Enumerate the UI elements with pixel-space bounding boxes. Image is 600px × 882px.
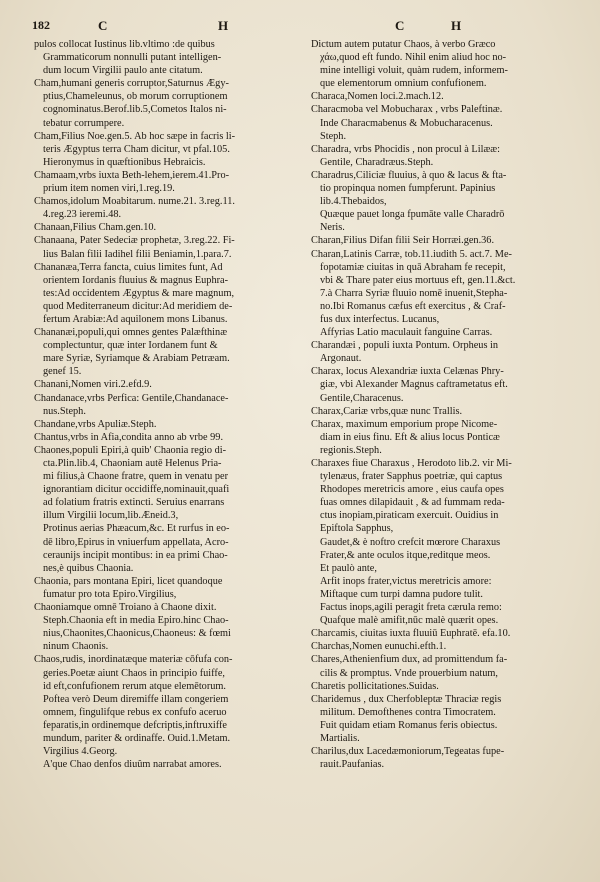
left-text-line: Cham,humani generis corruptor,Saturnus Ægy- [34,78,229,90]
left-text-line: Virgilius 4.Georg. [43,746,118,758]
right-text-line: no.Ibi Romanus cæfus eft exercitus , & Craf- [320,300,506,312]
left-text-line: Chananæa,Terra fancta, cuius limites funt, Ad [34,261,223,273]
left-text-line: geries.Poetæ aiunt Chaos in principio fuiffe, [43,667,225,679]
left-text-line: omnem, fingulifque rebus ex confufo aceruo [43,706,227,718]
right-text-line: Neris. [320,222,345,234]
left-text-line: Poftea verò Deum diremiffe illam congeriem [43,693,229,705]
right-text-line: 7.à Charra Syriæ fluuio nomē inuenit,Stepha- [320,287,508,299]
right-text-line: Argonaut. [320,353,362,365]
right-text-line: Charadra, vrbs Phocidis , non procul à Lilææ: [311,143,501,155]
right-text-line: giæ, vbi Alexander Magnus caftrametatus eft. [320,379,508,391]
right-text-line: Charidemus , dux Cherfobleptæ Thraciæ regis [311,693,502,705]
left-text-line: Chamos,idolum Moabitarum. nume.21. 3.reg.11. [34,196,235,208]
left-text-line: Chantus,vrbs in Afia,condita anno ab vrbe 99. [34,431,224,443]
right-text-line: Miftaque cum turpi damna pudore tulit. [320,588,483,600]
running-header [0,14,600,36]
left-text-line: mi filius,à Chaone fratre, quem in venatu per [43,471,228,483]
left-text-line: ninum Chaonis. [43,641,109,653]
left-text-line: Chaoniamque omnē Troiano à Chaone dixit. [34,602,217,614]
right-text-line: que elementorum omnium confufionem. [320,78,487,90]
right-text-column [311,38,577,771]
right-text-line: Rhodopes meretricis amore , eius caufa opes [320,484,504,496]
left-text-line: mundum, pariter & ordinaffe. Ouid.1.Metam. [43,732,231,744]
left-text-line: mare Syriæ, Syriamque & Arabiam Petræam. [43,353,230,365]
left-text-line: Protinus aerias Phæacum,&c. Et rurfus in eo- [43,523,230,535]
right-text-line: militum. Demofthenes contra Timocratem. [320,706,496,718]
left-text-line: quod Mediterraneum dicitur:Ad meridiem de- [43,300,233,312]
right-text-line: Charetis pollicitationes.Suidas. [311,680,439,692]
left-text-line: ptius,Chameleunus, ob morum corruptionem [43,91,228,103]
right-text-line: Charax, maximum emporium prope Nicome- [311,418,498,430]
left-text-line: ignorantiam dicitur occidiffe,nominauit,quafi [43,484,230,496]
left-text-line: 4.reg.23 ieremi.48. [43,209,122,221]
left-text-line: cta.Plin.lib.4, Chaoniam autē Helenus Pria- [43,458,222,469]
right-text-line: Charan,Filius Difan filii Seir Horræi.gen.36. [311,235,495,247]
right-text-line: Charandæi , populi iuxta Pontum. Orpheus in [311,340,499,352]
right-text-line: mine intelligi voluit, quàm rudem, informem- [320,65,508,77]
left-text-line: tebatur corrumpere. [43,117,125,129]
right-text-line: Charaxes fiue Charaxus , Herodoto lib.2. vir Mi- [311,458,512,469]
left-text-column [34,38,300,771]
right-text-line: fuas omnes dilapidauit , & ad fummam reda- [320,497,505,509]
right-text-line: rauit.Paufanias. [320,759,385,771]
left-text-line: feparatis,in ordinemque defcriptis,inftruxiffe [43,719,227,731]
left-text-line: Chaones,populi Epiri,à quib' Chaonia regio di- [34,444,227,456]
header-letter-h-left: H [218,18,229,33]
left-text-line: cognominatus.Berof.lib.5,Cometos Italos ni- [43,104,227,116]
left-text-line: ad folatium fratris extincti. Seruius enarrans [43,497,225,509]
left-text-line: Grammaticorum nonnulli putant intelligen- [43,52,222,64]
right-text-line: Chares,Athenienfium dux, ad promittendum fa- [311,654,508,666]
left-text-line: pulos collocat Iustinus lib.vltimo :de quibus [34,39,215,50]
left-text-line: Chamaam,vrbs iuxta Beth-lehem,ierem.41.Pro- [34,169,230,181]
right-text-line: Fuit quidam etiam Romanus feris obiectus. [320,719,498,731]
left-text-line: dē libro,Epirus in vniuerfum appellata, Acro- [43,536,229,548]
left-text-line: fumatur pro tota Epiro.Virgilius, [43,588,177,600]
right-text-line: Charan,Latinis Carræ, tob.11.iudith 5. act.7. Me- [311,248,512,260]
left-text-line: lius Balan filii Iadihel filii Beniamin,1.para.7. [43,248,232,260]
left-text-line: nius,Chaonites,Chaonicus,Chaoneus: & fœmi [43,628,231,640]
left-text-line: Chaos,rudis, inordinatæque materiæ cōfufa con- [34,654,233,666]
left-text-line: Chanani,Nomen viri.2.efd.9. [34,379,152,391]
left-text-line: Hieronymus in quæftionibus Hebraicis. [43,156,206,168]
right-text-line: χάω,quod eft fundo. Nihil enim aliud hoc no- [320,52,507,64]
right-text-line: Charchas,Nomen eunuchi.efth.1. [311,641,447,653]
left-text-line: orientem Iordanis fluuius & magnus Euphra- [43,274,229,286]
left-text-line: ceraunijs incipit montibus: in ea primi Chao- [43,549,228,561]
right-text-line: Frater,& ante oculos itque,reditque meos. [320,549,491,561]
right-text-line: Characmoba vel Mobucharax , vrbs Paleftinæ. [311,104,503,116]
right-text-line: Charilus,dux Lacedæmoniorum,Tegeatas fupe- [311,746,505,758]
left-text-line: Chanaan,Filius Cham.gen.10. [34,222,157,234]
right-text-line: Et paulò ante, [320,562,377,574]
left-text-line: Chaonia, pars montana Epiri, licet quandoque [34,575,223,587]
left-text-line: A'que Chao denfos diuûm narrabat amores. [43,759,222,771]
right-text-line: Quafque malè amifit,nūc malè quærit opes. [320,615,499,627]
right-text-line: Charcamis, ciuitas iuxta fluuiū Euphratē. efa.10. [311,628,511,640]
right-text-line: Gentile, Charadræus.Steph. [320,156,434,168]
left-text-line: Cham,Filius Noe.gen.5. Ab hoc sæpe in facris li- [34,130,236,142]
left-text-line: Chandanace,vrbs Perfica: Gentile,Chandanace- [34,392,229,404]
right-text-line: Dictum autem putatur Chaos, à verbo Græco [311,39,496,50]
right-text-line: fopotamiæ ciuitas in quā Abraham fe recepit, [320,261,506,273]
left-text-line: nus.Steph. [43,405,86,417]
right-text-line: Charax, locus Alexandriæ iuxta Celænas Phry- [311,366,504,378]
right-text-line: cilis & promptus. Vnde prouerbium natum, [320,667,498,679]
right-text-line: Gentile,Characenus. [320,392,404,404]
header-letter-c-left: C [98,18,108,33]
left-text-line: dum locum Virgilii paulo ante citatum. [43,65,203,77]
left-text-line: nes,è quibus Chaonia. [43,562,134,574]
right-text-line: Steph. [320,130,347,142]
left-text-line: id eft,confufionem rerum atque elemētorum. [43,680,226,692]
right-text-line: vbi & Thare pater eius mortuus eft, gen.11.&ct. [320,274,516,286]
header-letter-h-right: H [451,18,462,33]
header-letter-c-right: C [395,18,405,33]
left-text-line: complectuntur, quæ inter Iordanem funt & [43,340,218,352]
right-text-line: Charax,Cariæ vrbs,quæ nunc Trallis. [311,405,463,417]
right-text-line: Epiftola Sapphus, [320,523,394,535]
left-text-line: teris Ægyptus terra Cham dicitur, vt pfal.105. [43,143,230,155]
right-text-line: Affyrias Latio maculauit fanguine Carras. [320,327,493,339]
right-text-line: Martialis. [320,732,360,744]
left-text-line: tes:Ad occidentem Ægyptus & mare magnum, [43,287,235,299]
right-text-line: Factus inops,agili peragit freta cærula remo: [320,602,502,614]
right-text-line: Arfit inops frater,victus meretricis amore: [320,575,492,587]
right-text-line: diam in eius finu. Eft & alius locus Ponticæ [320,431,500,443]
right-text-line: lib.4.Thebaidos, [320,196,387,208]
left-text-line: fertum Arabiæ:Ad aquilonem mons Libanus. [43,313,228,325]
right-text-line: tylenæus, frater Sapphus poetriæ, qui captus [320,471,503,483]
left-text-line: genef 15. [43,366,82,378]
left-text-line: Chananæi,populi,qui omnes gentes Palæfthinæ [34,327,228,339]
right-text-line: Quæque pauet longa fpumāte valle Charadrō [320,209,505,221]
left-text-line: Chanaana, Pater Sedeciæ prophetæ, 3.reg.22. Fi- [34,235,235,247]
right-text-line: tio propinqua nomen fumpferunt. Papinius [320,183,496,195]
left-text-line: Steph.Chaonia eft in media Epiro.hinc Chao- [43,615,229,627]
right-text-line: regionis.Steph. [320,444,382,456]
right-text-line: Charadrus,Ciliciæ fluuius, à quo & lacus & fta- [311,169,507,181]
right-text-line: ctus inopiam,piraticam exercuit. Ouidius in [320,510,499,522]
left-text-line: prium item nomen viri,1.reg.19. [43,183,175,195]
right-text-line: Gaudet,& è noftro crefcit mœrore Charaxus [320,536,501,548]
right-text-line: Characa,Nomen loci.2.mach.12. [311,91,444,103]
left-text-line: Chandane,vrbs Apuliæ.Steph. [34,418,157,430]
right-text-line: Inde Characmabenus & Mobucharacenus. [320,117,493,129]
left-text-line: illum Virgilii locum,lib.Æneid.3, [43,510,179,522]
right-text-line: fus dux interfectus. Lucanus, [320,313,440,325]
page-number: 182 [32,18,50,32]
